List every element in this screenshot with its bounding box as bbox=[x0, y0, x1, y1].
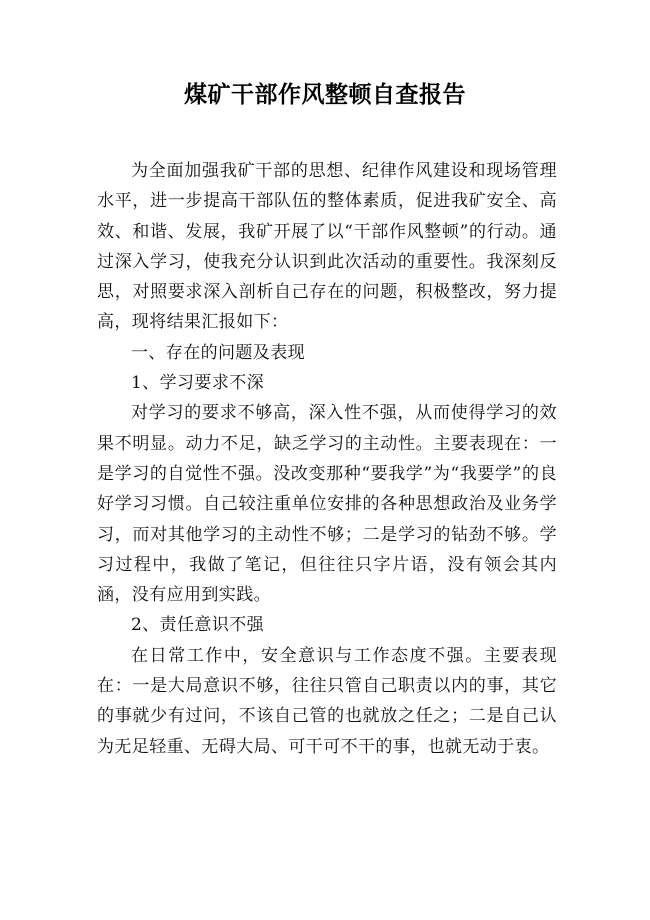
intro-paragraph: 为全面加强我矿干部的思想、纪律作风建设和现场管理水平，进一步提高干部队伍的整体素质，促进我矿安全、高效、和谐、发展，我矿开展了以“干部作风整顿”的行动。通过深入学习，使我充分认识到此次活动的重要性。我深刻反思，对照要求深入剖析自己存在的问题，积极整改，努力提高，现将结果汇报如下： bbox=[97, 161, 557, 333]
subheading-study: 1、学习要求不深 bbox=[131, 373, 265, 394]
responsibility-paragraph: 在日常工作中，安全意识与工作态度不强。主要表现在：一是大局意识不够，往往只管自己职责以内的事，其它的事就少有过问，不该自己管的也就放之任之；二是自己认为无足轻重、无碍大局、可干可不干的事，也就无动于衷。 bbox=[97, 645, 557, 757]
document-body bbox=[97, 156, 557, 762]
section-heading-problems: 一、存在的问题及表现 bbox=[131, 342, 305, 363]
study-paragraph: 对学习的要求不够高，深入性不强，从而使得学习的效果不明显。动力不足，缺乏学习的主动性。主要表现在：一是学习的自觉性不强。没改变那种“要我学”为“我要学”的良好学习习惯。自己较注重单位安排的各种思想政治及业务学习，而对其他学习的主动性不够；二是学习的钻劲不够。学习过程中，我做了笔记，但往往只字片语，没有领会其内涵，没有应用到实践。 bbox=[97, 403, 557, 606]
subheading-responsibility: 2、责任意识不强 bbox=[131, 615, 265, 636]
document-title: 煤矿干部作风整顿自查报告 bbox=[184, 82, 466, 108]
